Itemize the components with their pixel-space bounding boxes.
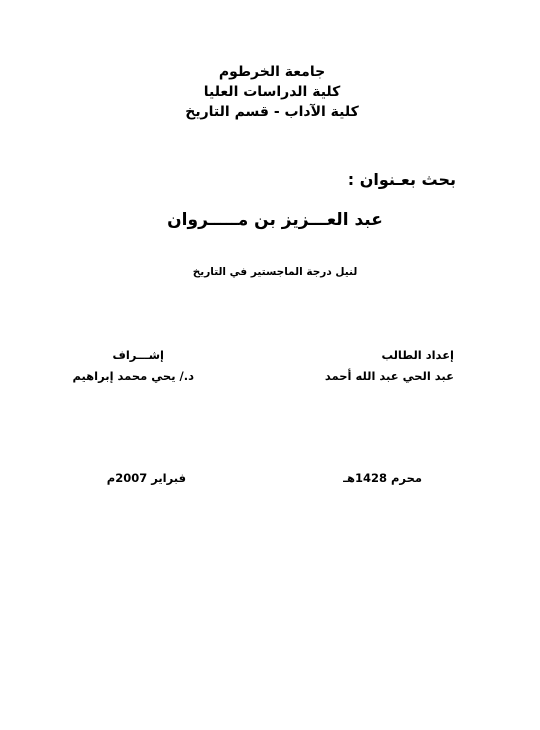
thesis-title: عبد العـــزيز بن مـــــروان [167,210,383,230]
supervisor-label: إشـــراف [112,348,164,362]
supervisor-name: د./ يحي محمد إبراهيم [72,369,194,383]
student-name: عبد الحي عبد الله أحمد [324,369,454,383]
gregorian-date: فبراير 2007م [106,471,186,485]
university-name: جامعة الخرطوم [218,64,326,80]
faculty-department: كلية الآداب - قسم التاريخ [185,104,359,120]
student-label: إعداد الطالب [381,348,454,362]
hijri-date: محرم 1428هـ [343,471,422,485]
college-name: كلية الدراسات العليا [203,84,341,100]
research-label: بحث بعـنوان : [347,170,456,189]
degree-statement: لنيل درجة الماجستير في التاريخ [192,266,358,278]
